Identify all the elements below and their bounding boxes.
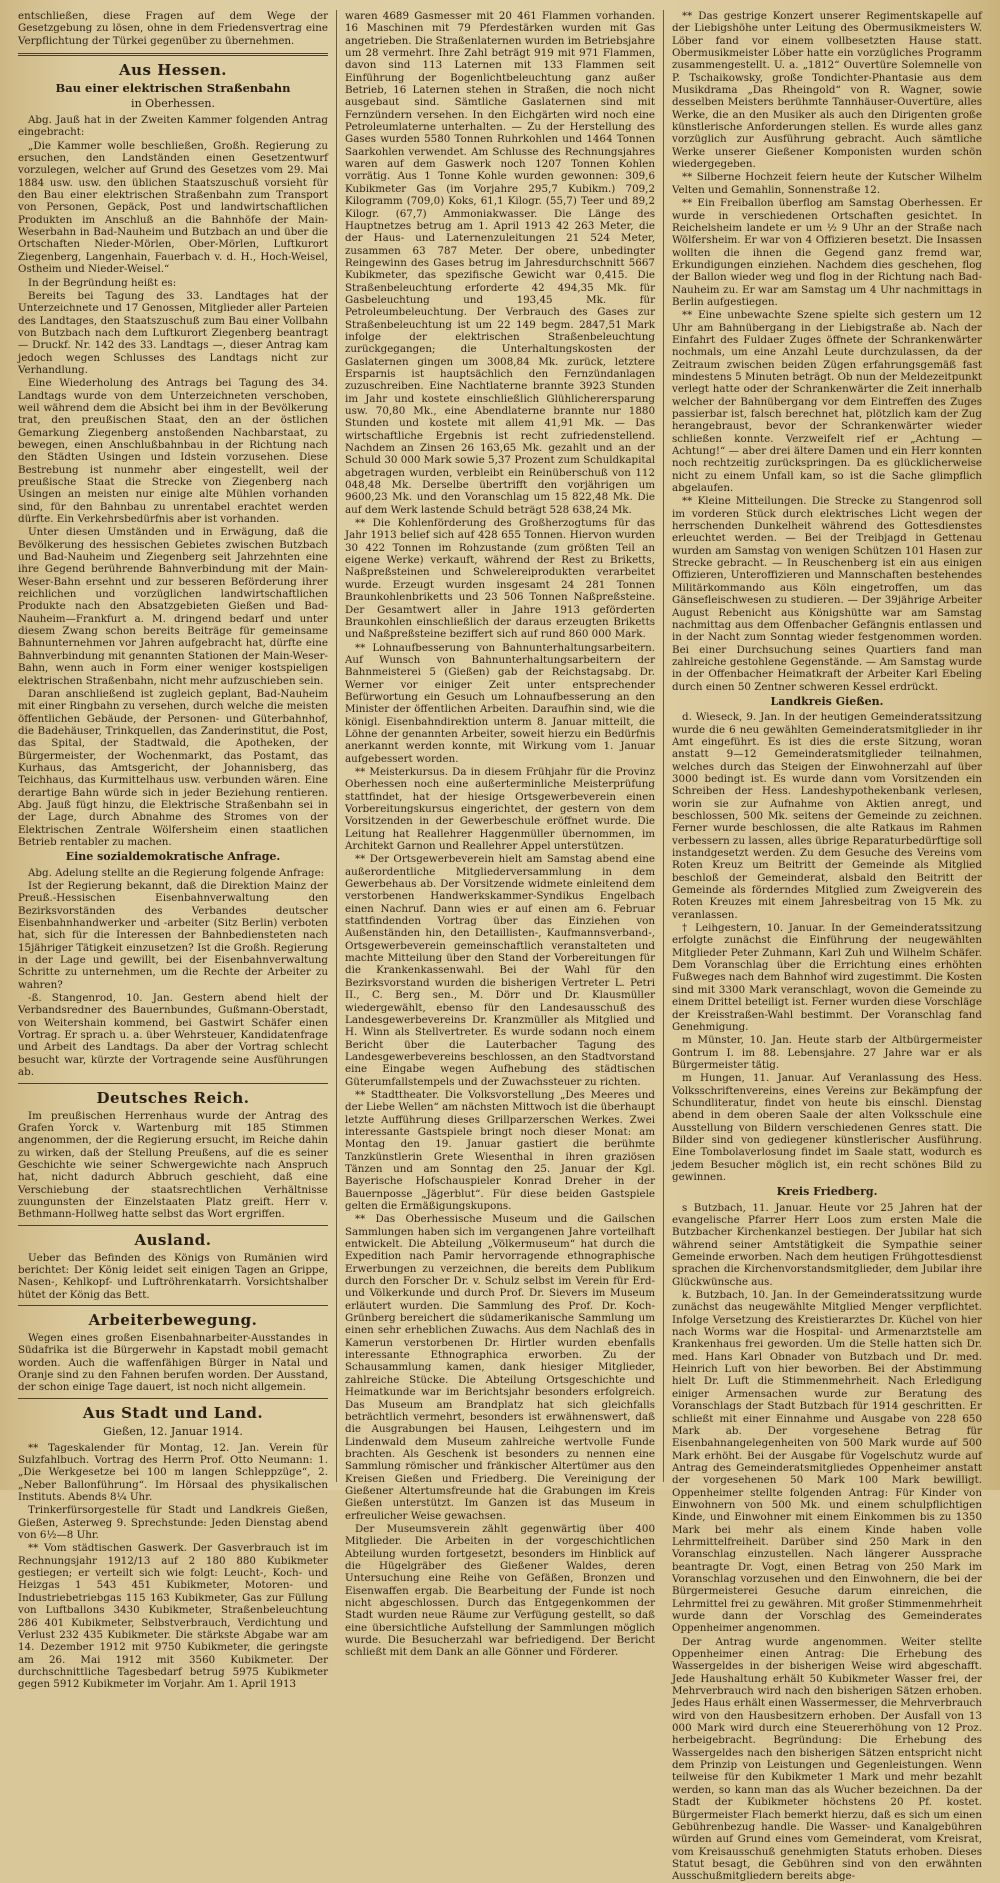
paragraph: m Hungen, 11. Januar. Auf Veranlassung des Hess. Volksschriftenvereins, eines Vereins zur Bekämpfung der Schundliteratur, findet von heute bis einschl. Dienstag abend in dem oberen Saale der alten Volksschule eine Ausstellung von Bildern verschiedenen Genres statt. Die Bilder sind von gediegener künstlerischer Ausführung. Eine Tombolaverlosung findet im Saale statt, wodurch es jedem Besucher möglich ist, ein recht schönes Bild zu gewinnen. xyxy=(672,1072,982,1183)
paragraph: ** Lohnaufbesserung von Bahnunterhaltungsarbeitern. Auf Wunsch von Bahnunterhaltungsarbeitern der Bahnmeisterei 5 (Gießen) gab der Reichstagsabg. Dr. Werner vor einiger Zeit unter entsprechender Befürwortung ein Gesuch um Lohnaufbesserung an den Minister der öffentlichen Arbeiten. Daraufhin sind, wie die königl. Eisenbahndirektion unterm 8. Januar mitteilt, die Löhne der genannten Arbeiter, soweit hierzu ein Bedürfnis anerkannt werden konnte, mit Wirkung vom 1. Januar aufgebessert worden. xyxy=(345,641,655,765)
paragraph: d. Wieseck, 9. Jan. In der heutigen Gemeinderatssitzung wurde die 6 neu gewählten Gemeinderatsmitglieder in ihr Amt eingeführt. Es ist dies die erste Sitzung, woran anstatt 9—12 Gemeinderatsmitglieder teilnahmen, welches durch das Steigen der Einwohnerzahl auf über 3000 bedingt ist. Es wurde dann vom Vorsitzenden ein Schreiben der Hess. Landeshypothekenbank verlesen, worin sie zur Aufnahme von Aktien anregt, und beschlossen, 500 Mk. seitens der Gemeinde zu zeichnen. Ferner wurde beschlossen, die alte Ratkaus im Rahmen verbessern zu lassen, alles übrige Reparaturbedürftige soll instandgesetzt werden. Zu dem Gesuche des Vereins vom Roten Kreuz um Beitritt der Gemeinde als Mitglied beschloß der Gemeinderat, alsbald den Beitritt der Gemeinde als förderndes Mitglied zum Zweigverein des Roten Kreuzes mit einem Jahresbeitrag von 15 Mk. zu veranlassen. xyxy=(672,711,982,921)
paragraph: Eine Wiederholung des Antrags bei Tagung des 34. Landtags wurde von dem Unterzeichneten verschoben, weil während dem die Absicht bei ihm in der Bevölkerung trat, den preußischen Staat, den an der östlichen Gemarkung Ziegenberg anstoßenden Nachbarstaat, zu bewegen, einen Anschlußbahnbau in der Richtung nach den Städten Usingen und Idstein vorzusehen. Diese Bestrebung ist nunmehr aber eingestellt, weil der preußische Staat die Strecke von Ziegenberg nach Usingen an meisten nur einige alte Mühlen vorhanden sind, für den Bahnbau zu unrentabel erachtet werden dürfte. Ein Verkehrsbedürfnis aber ist vorhanden. xyxy=(18,377,328,526)
paragraph: ** Silberne Hochzeit feiern heute der Kutscher Wilhelm Velten und Gemahlin, Sonnenstraße 12. xyxy=(672,171,982,196)
section-title-ausland: Ausland. xyxy=(134,1230,212,1249)
paragraph: ** Ein Freiballon überflog am Samstag Oberhessen. Er wurde in verschiedenen Ortschaften gesichtet. In Reichelsheim landete er um ½ 9 Uhr an der Straße nach Wölfersheim. Er war von 4 Offizieren besetzt. Die Insassen wollten die ihnen die Gegend ganz fremd war, Erkundigungen einziehen. Nachdem dies geschehen, flog der Ballon wieder weg und flog in der Richtung nach Bad-Nauheim zu. Er war am Samstag um 4 Uhr nachmittags in Berlin aufgestiegen. xyxy=(672,197,982,308)
paragraph: Wegen eines großen Eisenbahnarbeiter-Ausstandes in Südafrika ist die Bürgerwehr in Kapstadt mobil gemacht worden. Auch die waffenfähigen Bürger in Natal und Oranje sind zu den Fahnen berufen worden. Der Ausstand, der schon einige Tage dauert, ist noch nicht allgemein. xyxy=(18,1331,328,1394)
region-heading-friedberg: Kreis Friedberg. xyxy=(776,1185,878,1199)
paragraph: ** Eine unbewachte Szene spielte sich gestern um 12 Uhr am Bahnübergang in der Liebigstraße ab. Nach der Einfahrt des Fuldaer Zuges öffnete der Schrankenwärter nochmals, um eine Anzahl Leute durchzulassen, da der Zeitraum zwischen beiden Zügen erfahrungsgemäß fast mindestens 5 Minuten beträgt. Ob nun der Meldezeitpunkt verlegt hatte oder der Schrankenwärter die Zeit innerhalb welcher der Bahnübergang vor dem Eintreffen des Zuges passierbar ist, falsch berechnet hat, plötzlich kam der Zug herangebraust, bevor der Schrankenwärter wieder schließen konnte. Verzweifelt rief er „Achtung — Achtung!“ — aber drei ältere Damen und ein Herr konnten noch rechtzeitig zurückspringen. Da es glücklicherweise nicht zu einem Unfall kam, so ist die Sache glimpflich abgelaufen. xyxy=(672,309,982,495)
paragraph: ** Vom städtischen Gaswerk. Der Gasverbrauch ist im Rechnungsjahr 1912/13 auf 2 180 880 Kubikmeter gestiegen; er verteilt sich wie folgt: Leucht-, Koch- und Heizgas 1 543 451 Kubikmeter, Motoren- und Industriebetriebgas 115 163 Kubikmeter, Gas zur Füllung von Luftballons 3430 Kubikmeter, Straßenbeleuchtung 286 401 Kubikmeter, Selbstverbrauch, Verdichtung und Verlust 232 435 Kubikmeter. Die stärkste Abgabe war am 14. Dezember 1912 mit 9750 Kubikmeter, die geringste am 26. Mai 1912 mit 3560 Kubikmeter. Der durchschnittliche Tagesbedarf betrug 5975 Kubikmeter gegen 5912 Kubikmeter im Vorjahr. Am 1. April 1913 xyxy=(18,1542,328,1691)
divider xyxy=(18,1305,328,1306)
section-title-hessen: Aus Hessen. xyxy=(119,61,227,80)
paragraph: ** Der Ortsgewerbeverein hielt am Samstag abend eine außerordentliche Mitgliederversammlung in dem Gewerbehaus ab. Der Vorsitzende widmete einleitend dem verstorbenen Handwerkskammer-Syndikus Engelbach einen Nachruf. Dann wies er auf einen am 6. Februar stattfindenden Vortrag über das Einziehen von Außenständen hin, den Detaillisten-, Kaufmannsverband-, Ortsgewerbeverein gemeinschaftlich veranstalteten und machte Mitteilung über den Stand der Vorbereitungen für die Krankenkassenwahl. Bei der Wahl für den Bezirksvorstand wurden die bisherigen Vertreter L. Petri II., C. Berg sen., M. Dörr und Dr. Klausmüller wiedergewählt, ebenso für den Landesausschuß des Landesgewerbevereins Dr. Kranzmüller als Mitglied und H. Winn als Stellvertreter. Es wurde sodann noch einem Bericht über die Lauterbacher Tagung des Landesgewerbevereins beschlossen, an den Stadtvorstand eine Eingabe wegen Aufhebung des städtischen Güterumfallstempels und der Zuwachssteuer zu richten. xyxy=(345,853,655,1088)
paragraph: s Butzbach, 11. Januar. Heute vor 25 Jahren hat der evangelische Pfarrer Herr Loos zum ersten Male die Butzbacher Kirchenkanzel bestiegen. Der Jubilar hat sich während seiner Amtstätigkeit die Sympathie seiner Gemeinde erworben. Nach dem heutigen Frühgottesdienst sprachen die Kirchenvorstandsmitglieder, dem Jubilar ihre Glückwünsche aus. xyxy=(672,1201,982,1288)
section-title-reich: Deutsches Reich. xyxy=(96,1088,250,1107)
paragraph: ** Das gestrige Konzert unserer Regimentskapelle auf der Liebigshöhe unter Leitung des Obermusikmeisters W. Löber fand vor einem vollbesetzten Hause statt. Obermusikmeister Löber hatte ein vorzügliches Programm zusammengestellt. U. a. „1812“ Ouvertüre Solemnelle von P. Tschaikowsky, große Tondichter-Phantasie aus dem Musikdrama „Das Rheingold“ von R. Wagner, sowie desselben Meisters berühmte Tannhäuser-Ouvertüre, alles Werke, die an den Musiker als auch den Dirigenten große künstlerische Anforderungen stellen. Es wurde alles ganz vorzüglich zur Ausführung gebracht. Auch sämtliche Werke unserer Gießener Komponisten wurden schön wiedergegeben. xyxy=(672,10,982,171)
paragraph: k. Butzbach, 10. Jan. In der Gemeinderatssitzung wurde zunächst das neugewählte Mitglied Menger verpflichtet. Infolge Versetzung des Kreistierarztes Dr. Küchel von hier nach Worms war die Hospital- und Armenarztstelle am Krankenhaus frei geworden. Um die Stelle hatten sich Dr. med. Hans Karl Obnader von Butzbach und Dr. med. Heinrich Luft von hier beworben. Bei der Abstimmung hielt Dr. Luft die Stimmenmehrheit. Nach Erledigung einiger Armensachen wurde zur Beratung des Voranschlags der Stadt Butzbach für 1914 geschritten. Er schließt mit einer Einnahme und Ausgabe von 228 650 Mark ab. Der vorgesehene Betrag für Eisenbahnangelegenheiten von 500 Mark wurde auf 500 Mark erhöht. Bei der Ausgabe für Vogelschutz wurde auf Antrag des Gemeinderatsmitgliedes Oppenheimer anstatt der vorgesehenen 50 Mark 100 Mark bewilligt. Oppenheimer stellte folgenden Antrag: Für Kinder von Einwohnern von 500 Mk. und einem schulpflichtigen Kinde, und Einwohner mit einem Einkommen bis zu 1350 Mark bei mehr als einem Kinde haben volle Lehrmittelfreiheit. Darüber sind 250 Mark in den Voranschlag einzustellen. Nach längerer Aussprache beantragte Dr. Vogt, einen Betrag von 250 Mark im Voranschlag vorzusehen und den Einwohnern, die bei der Bürgermeisterei Gesuche darum einreichen, die Lehrmittel frei zu gewähren. Mit großer Stimmenmehrheit wurde dann der Vorschlag des Gemeinderates Oppenheimer angenommen. xyxy=(672,1289,982,1635)
region-heading-giessen: Landkreis Gießen. xyxy=(770,694,884,708)
paragraph: Unter diesen Umständen und in Erwägung, daß die Bevölkerung des hessischen Gebietes zwischen Butzbach und Bad-Nauheim und Ziegenberg seit Jahrzehnten eine ihre Gegend berührende Bahnverbindung mit der Main-Weser-Bahn ersehnt und zur besseren Beförderung ihrer reichlichen und vorzüglichen landwirtschaftlichen Produkte nach den Absatzgebieten Gießen und Bad-Nauheim—Frankfurt a. M. dringend bedarf und unter diesem Zwang schon bereits Beiträge für gemeinsame Bahnunternehmen vor Jahren aufgebracht hat, dürfte eine Bahnverbindung mit genannten Stationen der Main-Weser-Bahn, wenn auch in Form einer weniger kostspieligen elektrischen Straßenbahn, nicht mehr aufzuschieben sein. xyxy=(18,526,328,687)
paragraph: Der Antrag wurde angenommen. Weiter stellte Oppenheimer einen Antrag: Die Erhebung des Wassergeldes in der bisherigen Weise wird abgeschafft. Jede Haushaltung erhält 50 Kubikmeter Wasser frei, der Mehrverbrauch wird nach den bisherigen Sätzen erhoben. Jedes Haus erhält einen Wassermesser, die Mehrverbrauch wird von den Hausbesitzern erhoben. Der Ausfall von 13 000 Mark wird durch eine Steuererhöhung von 12 Proz. herbeigebracht. Begründung: Die Erhebung des Wassergeldes nach den bisherigen Sätzen entspricht nicht dem Prinzip von Leistungen und Gegenleistungen. Wenn teilweise für den Kubikmeter 1 Mark und mehr bezahlt werden, so kann man das als Wucher bezeichnen. Da der Stadt der Kubikmeter höchstens 20 Pf. kostet. Bürgermeister Flach bemerkt hierzu, daß es sich um einen Gebührenbezug handle. Die Wasser- und Kanalgebühren würden auf Grund eines vom Gemeinderat, vom Kreisrat, vom Kreisausschuß genehmigten Statuts erhoben. Dieses Statut besagt, die Gebühren sind von den erwähnten Ausschußmitgliedern bereits abge- xyxy=(672,1635,982,1883)
paragraph: waren 4689 Gasmesser mit 20 461 Flammen vorhanden. 16 Maschinen mit 79 Pferdestärken wurden mit Gas angetrieben. Die Straßenlaternen wurden im Betriebsjahre um 28 vermehrt. Ihre Zahl beträgt 919 mit 971 Flammen, davon sind 113 Laternen mit 133 Flammen seit Einführung der Bogenlichtbeleuchtung ganz außer Betrieb, 16 Laternen stehen in Straßen, die noch nicht ausgebaut sind. Sämtliche Gaslaternen sind mit Fernzündern versehen. In den Eichgärten wird noch eine Petroleumlaterne unterhalten. — Zu der Herstellung des Gases wurden 5580 Tonnen Ruhrkohlen und 1464 Tonnen Saarkohlen verwendet. Am Schlusse des Rechnungsjahres waren auf dem Gaswerk noch 1207 Tonnen Kohlen vorrätig. Aus 1 Tonne Kohle wurden gewonnen: 309,6 Kubikmeter Gas (im Vorjahre 295,7 Kubikm.) 709,2 Kilogramm (709,0) Koks, 61,1 Kilogr. (55,7) Teer und 89,2 Kilogr. (67,7) Ammoniakwasser. Die Länge des Hauptnetzes betrug am 1. April 1913 42 263 Meter, die der Haus- und Laternenzuleitungen 21 524 Meter, zusammen 63 787 Meter. Der obere, unbedingter Reingewinn des Gases betrug im Jahresdurchschnitt 5667 Kubikmeter, das spezifische Gewicht war 0,415. Die Straßenbeleuchtung erforderte 42 494,35 Mk. für Gasbeleuchtung und 193,45 Mk. für Petroleumbeleuchtung. Der Verbrauch des Gases zur Straßenbeleuchtung ist um 22 149 begm. 2847,51 Mark infolge der elektrischen Straßenbeleuchtung zurückgegangen; die Unterhaltungskosten der Gaslaternen gingen um 3008,84 Mk. zurück, letztere Ersparnis ist hauptsächlich den Fernzündanlagen zuzuschreiben. Eine Nachtlaterne brannte 3923 Stunden im Jahr und kostete einschließlich Glühlicherersparung usw. 70,80 Mk., eine Abendlaterne brannte nur 1880 Stunden und kostete mit allem 41,91 Mk. — Das wirtschaftliche Ergebnis ist recht zufriedenstellend. Nachdem an Zinsen 26 163,65 Mk. gezahlt und an der Schuld 30 000 Mark sowie 5,37 Prozent zum Schuldkapital abgetragen wurden, verbleibt ein Reinüberschuß von 112 048,48 Mk. Derselbe übertrifft den vorjährigen um 9600,23 Mk. und den Voranschlag um 15 822,48 Mk. Die auf dem Werk lastende Schuld beträgt 528 638,24 Mk. xyxy=(345,10,656,516)
paragraph: ** Kleine Mitteilungen. Die Strecke zu Stangenrod soll im vorderen Stück durch elektrisches Licht wegen der herrschenden Dunkelheit während des Gottesdienstes erleuchtet werden. — Bei der Treibjagd in Gettenau wurden am Samstag von wenigen Schützen 101 Hasen zur Strecke gebracht. — In Reuschenberg ist ein aus einigen Offizieren, Unteroffizieren und Mannschaften bestehendes Militärkommando aus Köln eingetroffen, um das Gänsefleischwesen zu studieren. — Der 39jährige Arbeiter August Rebenicht aus Königshütte war am Samstag nachmittag aus dem Offenbacher Gefängnis entlassen und in der Nacht zum Sonntag wieder festgenommen worden. Bei einer Durchsuchung seines Quartiers fand man zahlreiche gestohlene Gegenstände. — Am Samstag wurde in der Offenbacher Heimatkraft der Arbeiter Karl Ebeling durch einen 50 Zentner schweren Kessel erdrückt. xyxy=(672,495,982,693)
paragraph: ** Die Kohlenförderung des Großherzogtums für das Jahr 1913 belief sich auf 428 655 Tonnen. Hiervon wurden 30 422 Tonnen im Rohzustande (zum größten Teil an eigene Werke) verkauft, während der Rest zu Briketts, Naßpreßsteinen und Schwelereiprodukten verarbeitet wurde. Erzeugt wurden insgesamt 24 281 Tonnen Braunkohlenbriketts und 23 506 Tonnen Naßpreßsteine. Der Gesamtwert aller in Jahre 1913 geförderten Braunkohlen einschließlich der daraus erzeugten Briketts und Naßpreßsteine beziffert sich auf rund 860 000 Mark. xyxy=(345,517,655,641)
paragraph: „Die Kammer wolle beschließen, Großh. Regierung zu ersuchen, den Landständen einen Gesetzentwurf vorzulegen, welcher auf Grund des Gesetzes vom 29. Mai 1884 usw. usw. den üblichen Staatszuschuß vorsieht für den Bau einer elektrischen Straßenbahn zum Transport von Personen, Gepäck, Post und landwirtschaftlichen Produkten im Anschluß an die Bahnhöfe der Main-Weserbahn in Bad-Nauheim und Butzbach an und über die Ortschaften Nieder-Mörlen, Ober-Mörlen, Luftkurort Ziegenberg, Langenhain, Fauerbach v. d. H., Hoch-Weisel, Ostheim und Nieder-Weisel.“ xyxy=(18,139,328,276)
paragraph: In der Begründung heißt es: xyxy=(28,276,177,289)
paragraph: ** Stadttheater. Die Volksvorstellung „Des Meeres und der Liebe Wellen“ am nächsten Mittwoch ist die überhaupt letzte Aufführung dieses Grillparzerschen Werkes. Zwei interessante Gastspiele bringt noch dieser Monat: am Montag den 19. Januar gastiert die berühmte Tanzkünstlerin Grete Wiesenthal in ihren graziösen Tänzen und am Sonntag den 25. Januar der Kgl. Bayerische Hofschauspieler Konrad Dreher in der Bauernposse „Jägerblut“. Für diese beiden Gastspiele gelten die Ermäßigungskupons. xyxy=(345,1088,655,1212)
paragraph: ** Das Oberhessische Museum und die Gailschen Sammlungen haben sich im vergangenen Jahre vorteilhaft entwickelt. Die Abteilung „Völkermuseum“ hat durch die Expedition nach Pamir hervorragende ethnographische Erwerbungen zu verzeichnen, die bereits dem Publikum durch den Forscher Dr. v. Schulz selbst im Verein für Erd- und Völkerkunde und durch Prof. Dr. Sievers im Museum erläutert wurden. Die Sammlung des Prof. Dr. Koch-Grünberg bereichert die südamerikanische Sammlung um einen sehr erheblichen Zuwachs. Aus dem Nachlaß des in Kamerun verstorbenen Dr. Hirtler wurden ebenfalls interessante Ethnographica erworben. Zu der Schausammlung kamen, dank hiesiger Mitglieder, zahlreiche Stücke. Die Abteilung Ortsgeschichte und Heimatkunde war im Berichtsjahr besonders erfolgreich. Das Museum am Brandplatz hat sich gleichfalls beträchtlich vermehrt, besonders ist erwähnenswert, daß die Ausgrabungen bei Hausen, Leihgestern und im Lindenwald dem Museum zahlreiche wertvolle Funde brachten. Als Geschenk ist besonders zu nennen eine Sammlung römischer und fränkischer Altertümer aus den Kreisen Gießen und Friedberg. Die Vereinigung der Gießener Altertumsfreunde hat die Grabungen im Kreis Gießen unterstützt. Im Ganzen ist das Museum in erfreulicher Weise gewachsen. xyxy=(345,1213,655,1522)
section-title-arbeiter: Arbeiterbewegung. xyxy=(88,1310,258,1329)
paragraph: Der Museumsverein zählt gegenwärtig über 400 Mitglieder. Die Arbeiten in der vorgeschichtlichen Abteilung wurden fortgesetzt, besonders im Hinblick auf die Hügelgräber des Gießener Waldes, deren Untersuchung eine Reihe von Gefäßen, Bronzen und Eisenwaffen ergab. Die Bearbeitung der Funde ist noch nicht abgeschlossen. Durch das Entgegenkommen der Stadt wurden neue Räume zur Verfügung gestellt, so daß eine übersichtliche Aufstellung der Sammlungen möglich wurde. Die Besucherzahl war befriedigend. Der Bericht schließt mit dem Dank an alle Gönner und Förderer. xyxy=(345,1522,655,1659)
paragraph: Abg. Adelung stellte an die Regierung folgende Anfrage: xyxy=(28,866,325,879)
dateline: Gießen, 12. Januar 1914. xyxy=(103,1424,243,1438)
intro-paragraph: entschließen, diese Fragen auf dem Wege der Gesetzgebung zu lösen, ohne in dem Friedensvertrag eine Verpflichtung der Türkei gegenüber zu übernehmen. xyxy=(18,10,328,47)
section-title-stadt-land: Aus Stadt und Land. xyxy=(82,1403,264,1422)
paragraph: Trinkerfürsorgestelle für Stadt und Landkreis Gießen, Gießen, Asterweg 9. Sprechstunde: Jeden Dienstag abend von 6½—8 Uhr. xyxy=(18,1504,328,1542)
paragraph: Ueber das Befinden des Königs von Rumänien wird berichtet: Der König leidet seit einigen Tagen an Grippe, Nasen-, Kehlkopf- und Luftröhrenkatarrh. Vorsichtshalber hütet der König das Bett. xyxy=(18,1251,328,1301)
column-2 xyxy=(336,10,663,1659)
paragraph: ** Tageskalender für Montag, 12. Jan. Verein für Sulzfahlbuch. Vortrag des Herrn Prof. Otto Neumann: 1. „Die Werkgesetze bei 100 m langen Schleppzüge“, 2. „Neber Ballonführung“. Im Hörsaal des physikalischen Instituts. Abends 8¼ Uhr. xyxy=(18,1441,328,1504)
article-title-strassenbahn: Bau einer elektrischen Straßenbahn xyxy=(55,81,291,96)
divider xyxy=(18,53,328,56)
paragraph: Daran anschließend ist zugleich geplant, Bad-Nauheim mit einer Ringbahn zu versehen, durch welche die meisten öffentlichen Gebäude, der Personen- und Güterbahnhof, die Badehäuser, Trinkquellen, das Zanderinstitut, die Post, das Spital, der Stadtwald, die Apotheken, der Bürgermeister, der Wochenmarkt, das Postamt, das Kurhaus, das Amtsgericht, der Johannisberg, das Teichhaus, das Kurmittelhaus usw. verbunden wären. Eine derartige Bahn würde sich in jeder Beziehung rentieren. Abg. Jauß fügt hinzu, die Elektrische Straßenbahn sei in der Lage, durch Abnahme des Stromes von der Elektrischen Zentrale Wölfersheim einen staatlichen Betrieb rentabler zu machen. xyxy=(18,687,328,848)
divider xyxy=(18,1398,328,1399)
divider xyxy=(18,1083,328,1084)
paragraph: m Münster, 10. Jan. Heute starb der Altbürgermeister Gontrum I. im 88. Lebensjahre. 27 Jahre war er als Bürgermeister tätig. xyxy=(672,1034,982,1071)
paragraph: -ß. Stangenrod, 10. Jan. Gestern abend hielt der Verbandsredner des Bauernbundes, Gußmann-Oberstadt, von Weitershain kommend, bei Gastwirt Schäfer einen Vortrag. Er sprach u. a. über Wehrsteuer, Kandidatenfrage und Arbeit des Landtags. Da aber der Vortrag schlecht besucht war, kürzte der Vortragende seine Ausführungen ab. xyxy=(18,992,328,1079)
paragraph: Ist der Regierung bekannt, daß die Direktion Mainz der Preuß.-Hessischen Eisenbahnverwaltung den Bezirksvorständen des Verbandes deutscher Eisenbahnhandwerker und -arbeiter (Sitz Berlin) verboten hat, sich für die Interessen der Bahnbediensteten nach 15jähriger Tätigkeit einzusetzen? Ist die Großh. Regierung in der Lage und gewillt, bei der Eisenbahnverwaltung Schritte zu unternehmen, um die Rechte der Arbeiter zu wahren? xyxy=(18,880,328,991)
paragraph: ** Meisterkursus. Da in diesem Frühjahr für die Provinz Oberhessen noch eine außerterminliche Meisterprüfung stattfindet, hat der hiesige Ortsgewerbeverein einen Vorbereitungskursus eingerichtet, der gestern von dem Vorsitzenden in der Gewerbeschule eröffnet wurde. Die Leitung hat Reallehrer Haggenmüller übernommen, im Architekt Garnon und Reallehrer Appel unterstützen. xyxy=(345,765,655,853)
paragraph: Abg. Jauß hat in der Zweiten Kammer folgenden Antrag eingebracht: xyxy=(18,114,328,139)
divider xyxy=(18,1225,328,1226)
article-title-anfrage: Eine sozialdemokratische Anfrage. xyxy=(65,850,281,864)
column-3 xyxy=(663,10,990,1883)
paragraph: Im preußischen Herrenhaus wurde der Antrag des Grafen Yorck v. Wartenburg mit 185 Stimmen angenommen, der die Regierung ersucht, im Reiche dahin zu wirken, daß der Stellung Preußens, auf die es seiner Geschichte wie seiner Schwergewichte nach Anspruch hat, nicht dadurch Abbruch geschieht, daß eine Verschiebung der staatsrechtlichen Verhältnisse zuungunsten der Einzelstaaten Platz greift. Herr v. Bethmann-Hollweg hatte selbst das Wort ergriffen. xyxy=(18,1109,328,1221)
paragraph: † Leihgestern, 10. Januar. In der Gemeinderatssitzung erfolgte zunächst die Einführung der neugewählten Mitglieder Peter Zuhmann, Karl Zuh und Wilhelm Schäfer. Dem Voranschlag über die Errichtung eines erhöhten Fußweges nach dem Bahnhof wird zugestimmt. Die Kosten sind mit 3300 Mark veranschlagt, wovon die Gemeinde zu einem Drittel beteiligt ist. Ferner wurden diese Vorschläge der Kreisstraßen-Wahl bestimmt. Der Voranschlag fand Genehmigung. xyxy=(672,922,982,1033)
paragraph: Bereits bei Tagung des 33. Landtages hat der Unterzeichnete und 17 Genossen, Mitglieder aller Parteien des Landtages, den Staatszuschuß zum Bau einer Vollbahn von Butzbach nach dem Luftkurort Ziegenberg beantragt — Druckf. Nr. 142 des 33. Landtags —, dieser Antrag kam jedoch wegen Schlusses des Landtags nicht zur Verhandlung. xyxy=(18,289,328,376)
column-1 xyxy=(10,10,336,1691)
article-subtitle-strassenbahn: in Oberhessen. xyxy=(131,97,215,111)
